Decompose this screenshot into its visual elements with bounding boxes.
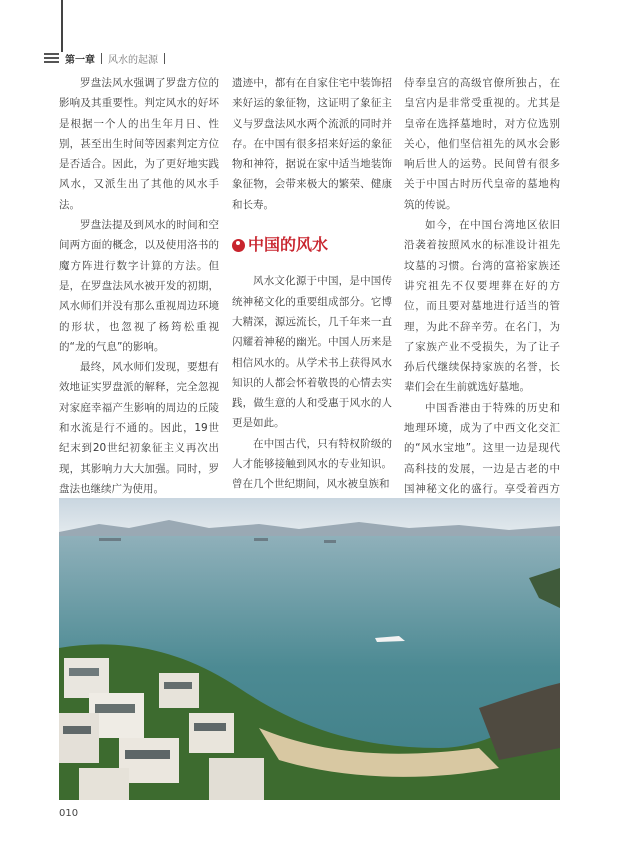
paragraph: 最终，风水师们发现，要想有效地证实罗盘派的解释，完全忽视对家庭幸福产生影响的周边的丘陵和水流是行不通的。因此，19世纪末到20世纪初象征主义再次出现，其影响力大大加强。同时，罗盘法也继续广为使用。: [59, 361, 219, 495]
section-title: 中国的风水: [248, 235, 329, 255]
running-header: [44, 50, 165, 66]
text-column-3: [404, 73, 560, 540]
menu-lines-icon: [44, 53, 59, 63]
paragraph: 罗盘法提及到风水的时间和空间两方面的概念，以及使用洛书的魔方阵进行数字计算的方法。但是，在罗盘法风水被开发的初期，风水师们并没有那么重视周边环境的形状，也忽视了杨筠松重视的“龙的气息”的影响。: [59, 219, 219, 353]
paragraph: 遗迹中，都有在自家住宅中装饰招来好运的象征物，这证明了象征主义与罗盘法风水两个流派的同时并存。在中国有很多招来好运的象征物和神符，据说在家中适当地装饰象征物，会带来极大的繁荣、健康和长寿。: [232, 77, 392, 211]
section-heading: [232, 235, 392, 255]
header-divider-end: [164, 53, 165, 64]
paragraph: 如今，在中国台湾地区依旧沿袭着按照风水的标准设计祖先坟墓的习惯。台湾的富裕家族还讲究祖先不仅要埋葬在好的方位，而且要对墓地进行适当的管理，为此不辞辛劳。在名门，为了家族产业不受损失，为了让子孙后代继续保持家族的名誉，长辈们会在生前就选好墓地。: [404, 219, 560, 394]
header-divider: [101, 53, 102, 64]
yin-yang-icon: [232, 239, 245, 252]
text-column-1: [59, 73, 219, 520]
text-column-2: [232, 73, 392, 495]
chapter-label: 第一章: [65, 54, 95, 66]
margin-rule: [61, 0, 63, 52]
paragraph: 在中国古代，只有特权阶级的人才能够接触到风水的专业知识。曾在几个世纪期间，风水被皇族和: [232, 437, 392, 491]
coastal-villa-photo: [59, 498, 560, 800]
ship: [254, 538, 268, 541]
ship: [99, 538, 121, 541]
page-number: 010: [59, 808, 79, 819]
paragraph: 风水文化源于中国，是中国传统神秘文化的重要组成部分。它博大精深，源远流长，几千年来一直闪耀着神秘的幽光。中国人历来是相信风水的。从学术书上获得风水知识的人都会怀着敬畏的心情去实践，做生意的人和受惠于风水的人更是如此。: [232, 275, 392, 430]
paragraph: 侍奉皇宫的高级官僚所独占，在皇宫内是非常受重视的。尤其是皇帝在选择墓地时，对方位选别关心，他们坚信祖先的风水会影响后世人的运势。民间曾有很多关于中国古时历代皇帝的墓地构筑的传说。: [404, 77, 560, 211]
paragraph: 罗盘法风水强调了罗盘方位的影响及其重要性。判定风水的好坏是根据一个人的出生年月日、性别，甚至出生时间等因素判定方位是否适合。因此，为了更好地实践风水，又派生出了其他的风水手法。: [59, 77, 219, 211]
ship: [324, 540, 336, 543]
chapter-subtitle: 风水的起源: [108, 54, 158, 66]
paragraph: 中国香港由于特殊的历史和地理环境，成为了中西文化交汇的“风水宝地”。这里一边是现代高科技的发展，一边是古老的中国神秘文化的盛行。享受着西方: [404, 401, 560, 495]
photo-illustration: [59, 498, 560, 800]
